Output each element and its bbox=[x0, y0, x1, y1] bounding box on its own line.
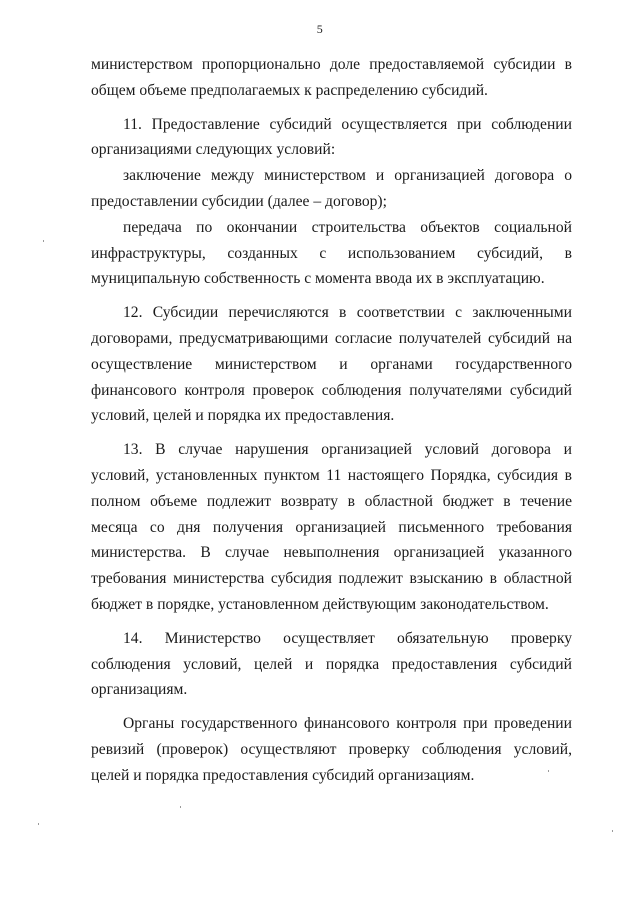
scan-speck bbox=[548, 770, 549, 772]
paragraph-continuation: министерством пропорционально доле предоставляемой субсидии в общем объеме предполагаемых к распределению субсидий. bbox=[91, 56, 572, 99]
scan-speck bbox=[612, 830, 613, 832]
scan-speck bbox=[43, 240, 44, 242]
page-number: 5 bbox=[316, 22, 324, 36]
scan-speck bbox=[180, 806, 181, 808]
paragraph-financial-control: Органы государственного финансового контроля при проведении ревизий (проверок) осуществляют проверку соблюдения условий, целей и порядка предоставления субсидий организациям. bbox=[91, 715, 572, 784]
scan-speck bbox=[38, 823, 39, 825]
paragraph-item-11: 11. Предоставление субсидий осуществляется при соблюдении организациями следующих условий: bbox=[91, 115, 572, 159]
paragraph-item-14: 14. Министерство осуществляет обязательную проверку соблюдения условий, целей и порядка предоставления субсидий организациям. bbox=[91, 629, 572, 699]
paragraph-condition-transfer: передача по окончании строительства объектов социальной инфраструктуры, созданных с использованием субсидий, в муниципальную собственность с момента ввода их в эксплуатацию. bbox=[91, 218, 572, 288]
paragraph-condition-contract: заключение между министерством и организацией договора о предоставлении субсидии (далее – договор); bbox=[91, 167, 572, 210]
paragraph-item-12: 12. Субсидии перечисляются в соответствии с заключенными договорами, предусматривающими согласие получателей субсидий на осуществление министерством и органами государственного финансового контроля проверок соблюдения получателями субсидий условий, целей и порядка их предоставления. bbox=[91, 304, 572, 425]
paragraph-item-13: 13. В случае нарушения организацией условий договора и условий, установленных пунктом 11 настоящего Порядка, субсидия в полном объеме подлежит возврату в областной бюджет в течение месяца со дня получения организацией письменного требования министерства. В случае невыполнения организацией указанного требования министерства субсидия подлежит взысканию в областной бюджет в порядке, установленном действующим законодательством. bbox=[91, 441, 572, 613]
document-body bbox=[91, 52, 572, 789]
